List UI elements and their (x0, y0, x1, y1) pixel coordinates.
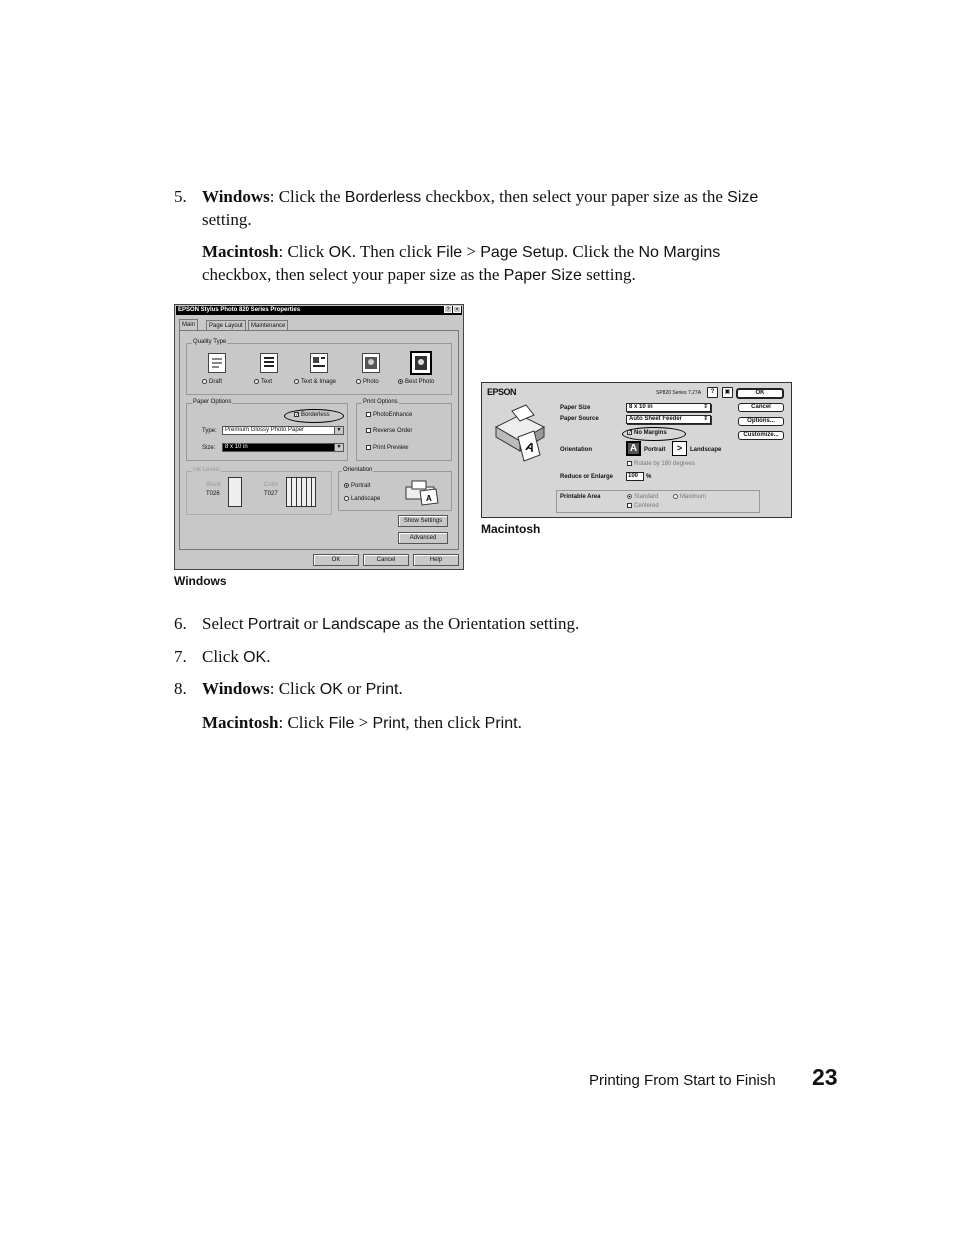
mac-caption: Macintosh (481, 522, 541, 536)
quality-draft-option[interactable]: Draft (202, 379, 222, 386)
printer-illustration-icon (490, 401, 550, 463)
mac-instruction: Macintosh: Click OK. Then click File > Page Setup. Click the No Margins checkbox, then select your paper size as the Paper Size setting. (202, 242, 721, 284)
color-ink-code: T027 (264, 491, 278, 497)
ok-button[interactable]: OK (736, 388, 784, 399)
help-title-button[interactable]: ? (444, 306, 452, 313)
text-quality-icon (260, 353, 278, 373)
paper-source-popup[interactable]: Auto Sheet Feeder ⇕ (626, 415, 711, 424)
mac-instruction: Macintosh: Click File > Print, then click Print. (202, 713, 522, 732)
cancel-button[interactable]: Cancel (738, 403, 784, 412)
ink-levels-label: Ink Levels (193, 467, 221, 473)
running-footer: Printing From Start to Finish (589, 1072, 776, 1089)
quality-text-option[interactable]: Text (254, 379, 272, 386)
windows-instruction: Windows: Click OK or Print. (202, 679, 403, 698)
black-ink-label: Black (206, 482, 221, 488)
cancel-button[interactable]: Cancel (363, 554, 409, 566)
step-body (202, 186, 792, 287)
portrait-label: Portrait (644, 447, 666, 453)
reverse-order-checkbox[interactable]: Reverse Order (366, 428, 412, 435)
tab-maintenance[interactable]: Maintenance (248, 320, 288, 330)
quality-best-photo-option[interactable]: Best Photo (398, 379, 434, 386)
close-title-button[interactable]: × (453, 306, 461, 313)
color-ink-label: Color (264, 482, 279, 488)
rotate-180-checkbox[interactable]: Rotate by 180 degrees (627, 461, 695, 468)
quality-type-label: Quality Type (193, 339, 227, 345)
page-number: 23 (812, 1064, 838, 1090)
customize-button[interactable]: Customize... (738, 431, 784, 440)
options-button[interactable]: Options... (738, 417, 784, 426)
portrait-icon[interactable]: A (626, 441, 641, 456)
chevron-down-icon: ▼ (334, 427, 343, 434)
step-number: 6. (174, 614, 187, 633)
show-settings-button[interactable]: Show Settings (398, 515, 448, 527)
up-down-arrows-icon: ⇕ (702, 404, 708, 410)
step-number: 5. (174, 187, 187, 206)
help-button[interactable]: Help (413, 554, 459, 566)
black-ink-code: T026 (206, 491, 220, 497)
draft-quality-icon (208, 353, 226, 373)
step-number: 7. (174, 647, 187, 666)
orientation-label: Orientation (560, 447, 593, 453)
step-body: Click OK. (202, 647, 271, 666)
borderless-checkbox[interactable]: ✓ Borderless (295, 412, 330, 419)
print-options-label: Print Options (363, 399, 398, 405)
paper-size-label: Paper Size (560, 405, 591, 411)
landscape-label: Landscape (690, 447, 722, 453)
paper-source-label: Paper Source (560, 416, 599, 422)
maximum-option[interactable]: Maximum (673, 494, 706, 501)
reduce-enlarge-input[interactable]: 100 (626, 472, 644, 481)
windows-instruction: Windows: Click the Borderless checkbox, then select your paper size as the Size setting. (202, 187, 759, 229)
dialog-title: EPSON Stylus Photo 820 Series Properties (178, 307, 301, 313)
color-ink-cartridge-icon (286, 477, 316, 507)
info-icon[interactable]: ▣ (722, 387, 733, 398)
paper-type-select[interactable]: Premium Glossy Photo Paper ▼ (222, 426, 344, 435)
windows-caption: Windows (174, 574, 227, 588)
landscape-option[interactable]: Landscape (344, 496, 380, 503)
svg-text:A: A (523, 439, 537, 456)
svg-text:A: A (426, 494, 432, 503)
advanced-button[interactable]: Advanced (398, 532, 448, 544)
best-photo-quality-icon (410, 351, 432, 375)
photoenhance-checkbox[interactable]: PhotoEnhance (366, 412, 412, 419)
mac-page-setup-dialog (481, 382, 792, 518)
up-down-arrows-icon: ⇕ (702, 416, 708, 422)
size-label: Size: (202, 445, 216, 451)
paper-options-label: Paper Options (193, 399, 232, 405)
text-image-quality-icon (310, 353, 328, 373)
printer-icon (404, 477, 440, 507)
portrait-option[interactable]: Portrait (344, 483, 370, 490)
paper-size-select[interactable]: 8 x 10 in ▼ (222, 443, 344, 452)
step-number: 8. (174, 679, 187, 698)
reduce-enlarge-label: Reduce or Enlarge (560, 474, 614, 480)
photo-quality-icon (362, 353, 380, 373)
orientation-label: Orientation (343, 467, 373, 473)
paper-size-popup[interactable]: 8 x 10 in ⇕ (626, 403, 711, 412)
standard-option[interactable]: Standard (627, 494, 658, 501)
step-body (202, 678, 792, 735)
type-label: Type: (202, 428, 217, 434)
black-ink-cartridge-icon (228, 477, 242, 507)
print-preview-checkbox[interactable]: Print Preview (366, 445, 408, 452)
help-icon-button[interactable]: ? (707, 387, 718, 398)
no-margins-checkbox[interactable]: ✓ No Margins (628, 430, 667, 437)
ok-button[interactable]: OK (313, 554, 359, 566)
chevron-down-icon: ▼ (334, 444, 343, 451)
centered-checkbox[interactable]: Centered (627, 503, 659, 510)
landscape-icon[interactable]: > (672, 441, 687, 456)
dialog-title-bar (176, 306, 462, 315)
printable-area-label: Printable Area (560, 494, 601, 500)
windows-printer-properties-dialog (174, 304, 464, 570)
step-body: Select Portrait or Landscape as the Orientation setting. (202, 614, 580, 633)
quality-photo-option[interactable]: Photo (356, 379, 379, 386)
driver-version: SP820 Series 7.27A (656, 390, 702, 396)
epson-logo: EPSON (487, 387, 517, 397)
quality-text-image-option[interactable]: Text & Image (294, 379, 336, 386)
tab-page-layout[interactable]: Page Layout (206, 320, 246, 330)
tab-main[interactable]: Main (179, 319, 198, 331)
main-tab-panel (179, 330, 459, 550)
percent-sign: % (646, 474, 652, 480)
